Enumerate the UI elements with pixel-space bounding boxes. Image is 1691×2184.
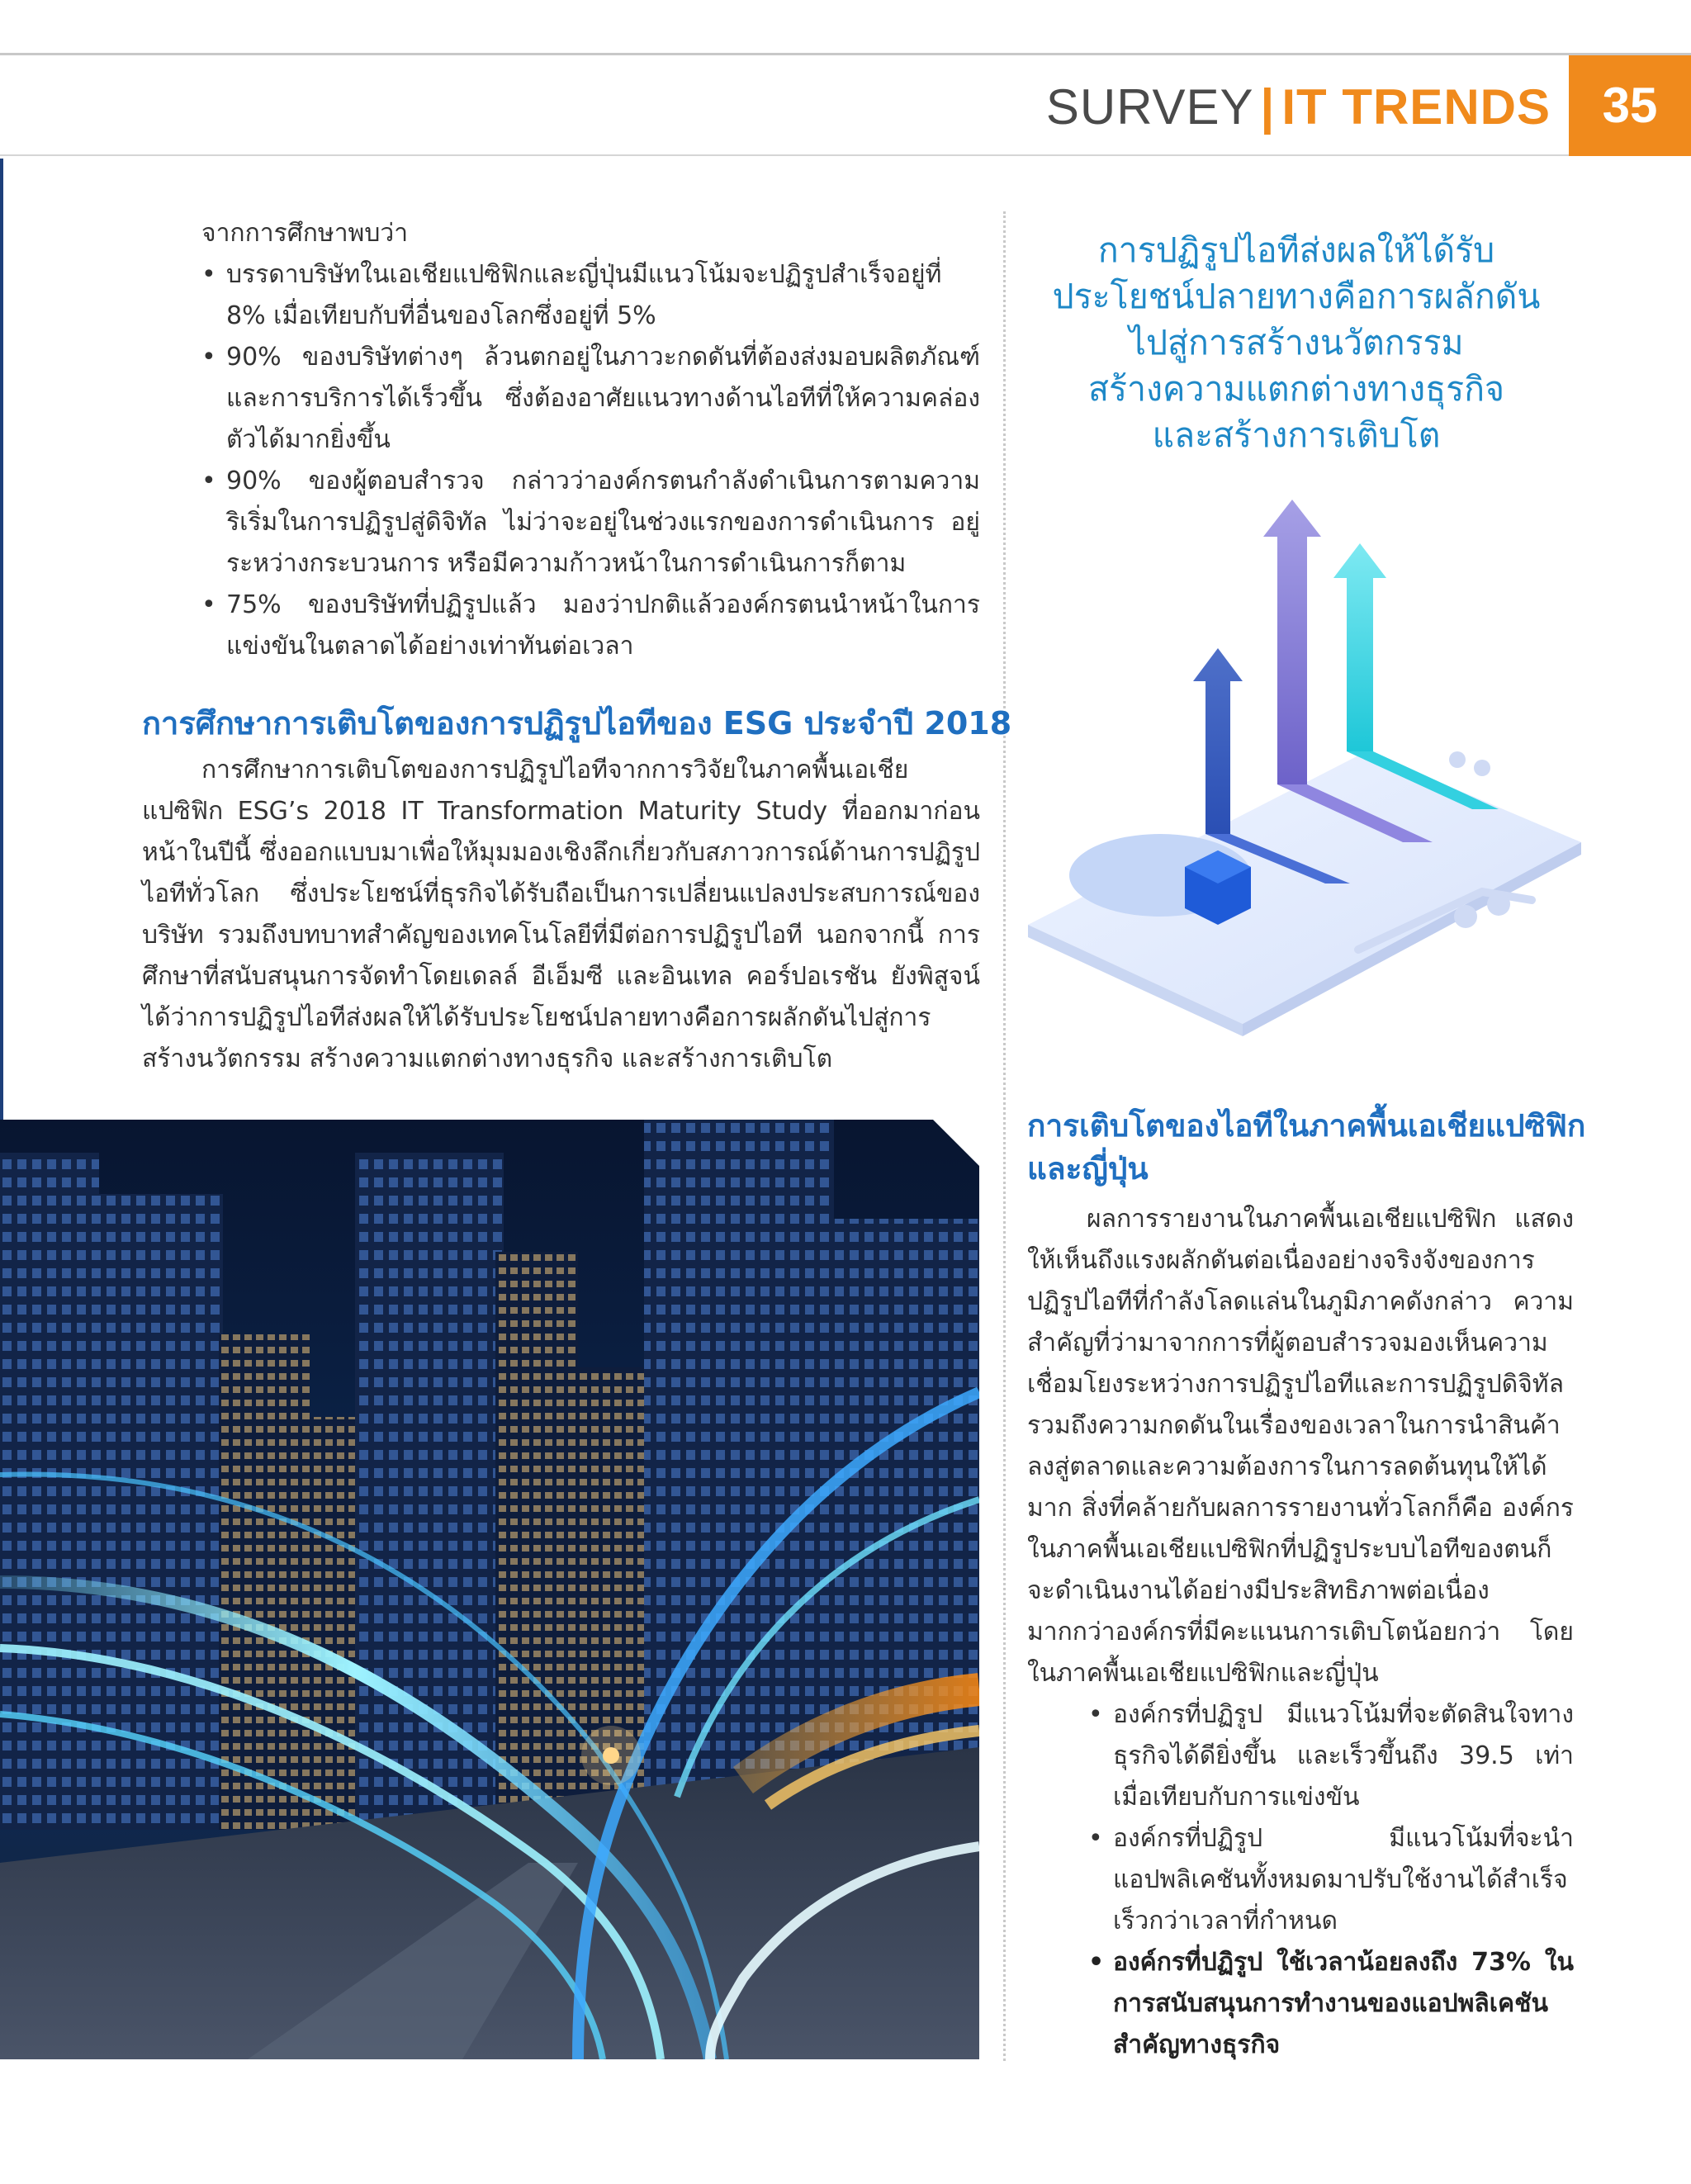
list-item [1088,1942,1574,2066]
list-item-text: 90% ของบริษัทต่างๆ ล้วนตกอยู่ในภาวะกดดันที่ต้องส่งมอบผลิตภัณฑ์และการบริการได้เร็วขึ้น ซึ่งต้องอาศัยแนวทางด้านไอทีที่ให้ความคล่องตัวได้มากยิ่งขึ้น [226,343,980,454]
right-heading [1027,1105,1586,1191]
column-divider [1003,211,1006,2061]
bullet-icon: • [201,343,216,372]
header-rule [0,154,1569,156]
edge-accent-bar [0,159,3,1120]
quote-line: ไปสู่การสร้างนวัตกรรม [1129,323,1464,362]
quote-line: การปฏิรูปไอทีส่งผลให้ได้รับ [1097,230,1495,270]
list-item-text: องค์กรที่ปฏิรูป มีแนวโน้มที่จะนำแอปพลิเคชันทั้งหมดมาปรับใช้งานได้สำเร็จเร็วกว่าเวลาที่กำหนด [1113,1824,1574,1935]
section-heading: การศึกษาการเติบโตของการปฏิรูปไอทีของ ESG ประจำปี 2018 [142,705,1012,741]
list-item [201,254,980,337]
header-section: IT TRENDS [1281,79,1551,135]
list-item [201,461,980,585]
quote-line: ประโยชน์ปลายทางคือการผลักดัน [1052,277,1541,316]
list-item [201,337,980,461]
list-item [1088,1818,1574,1942]
header-survey: SURVEY [1045,79,1254,135]
growth-arrows-illustration [1020,487,1589,1049]
list-item-text: องค์กรที่ปฏิรูป ใช้เวลาน้อยลงถึง 73% ในการสนับสนุนการทำงานของแอปพลิเคชันสำคัญทางธุรกิจ [1113,1948,1574,2059]
bullet-icon: • [1088,1824,1103,1853]
quote-line: สร้างความแตกต่างทางธุรกิจ [1087,369,1505,409]
page-header [0,55,1691,156]
pull-quote [1028,227,1565,458]
bullet-icon: • [201,260,216,289]
right-heading-line: การเติบโตของไอทีในภาคพื้นเอเชียแปซิฟิก [1027,1108,1586,1144]
right-findings-list [1088,1694,1574,2066]
quote-line: และสร้างการเติบโต [1152,415,1441,455]
list-item-text: องค์กรที่ปฏิรูป มีแนวโน้มที่จะตัดสินใจทางธุรกิจได้ดียิ่งขึ้น และเร็วขึ้นถึง 39.5 เท่าเมื่อเทียบกับการแข่งขัน [1113,1700,1574,1812]
page-number-box [1569,55,1691,156]
city-night-photo [0,1120,979,2059]
list-item [201,585,980,667]
list-item-text: 90% ของผู้ตอบสำรวจ กล่าวว่าองค์กรตนกำลังดำเนินการตามความริเริ่มในการปฏิรูปสู่ดิจิทัล ไม่ว่าจะอยู่ในช่วงแรกของการดำเนินการ อยู่ระหว่างกระบวนการ หรือมีความก้าวหน้าในการดำเนินการก็ตาม [226,467,980,578]
page-number: 35 [1602,78,1658,133]
left-column-text [142,213,980,667]
findings-list [201,254,980,667]
header-separator: | [1260,79,1276,135]
bullet-icon: • [201,467,216,495]
bullet-icon: • [201,590,216,619]
bullet-icon: • [1088,1948,1105,1977]
header-title [1046,78,1551,136]
list-item [1088,1694,1574,1818]
section-body: การศึกษาการเติบโตของการปฏิรูปไอทีจากการวิจัยในภาคพื้นเอเชียแปซิฟิก ESG’s 2018 IT Transformation Maturity Study ที่ออกมาก่อนหน้าในปีนี้ ซึ่งออกแบบมาเพื่อให้มุมมองเชิงลึกเกี่ยวกับสภาวการณ์ด้านการปฏิรูปไอทีทั่วโลก ซึ่งประโยชน์ที่ธุรกิจได้รับถือเป็นการเปลี่ยนแปลงประสบการณ์ของบริษัท รวมถึงบทบาทสำคัญของเทคโนโลยีที่มีต่อการปฏิรูปไอที นอกจากนี้ การศึกษาที่สนับสนุนการจัดทำโดยเดลล์ อีเอ็มซี และอินเทล คอร์ปอเรชัน ยังพิสูจน์ได้ว่าการปฏิรูปไอทีส่งผลให้ได้รับประโยชน์ปลายทางคือการผลักดันไปสู่การสร้างนวัตกรรม สร้างความแตกต่างทางธุรกิจ และสร้างการเติบโต [142,756,980,1073]
right-body: ผลการรายงานในภาคพื้นเอเชียแปซิฟิก แสดงให้เห็นถึงแรงผลักดันต่อเนื่องอย่างจริงจังของการปฏิรูปไอทีที่กำลังโลดแล่นในภูมิภาคดังกล่าว ความสำคัญที่ว่ามาจากการที่ผู้ตอบสำรวจมองเห็นความเชื่อมโยงระหว่างการปฏิรูปไอทีและการปฏิรูปดิจิทัล รวมถึงความกดดันในเรื่องของเวลาในการนำสินค้าลงสู่ตลาดและความต้องการในการลดต้นทุนให้ได้มาก สิ่งที่คล้ายกับผลการรายงานทั่วโลกก็คือ องค์กรในภาคพื้นเอเชียแปซิฟิกที่ปฏิรูประบบไอทีของตนก็จะดำเนินงานได้อย่างมีประสิทธิภาพต่อเนื่องมากกว่าองค์กรที่มีคะแนนการเติบโตน้อยกว่า โดยในภาคพื้นเอเชียแปซิฟิกและญี่ปุ่น [1027,1205,1574,1688]
right-heading-line: และญี่ปุ่น [1027,1151,1149,1187]
list-item-text: บรรดาบริษัทในเอเชียแปซิฟิกและญี่ปุ่นมีแนวโน้มจะปฏิรูปสำเร็จอยู่ที่ 8% เมื่อเทียบกับที่อื่นของโลกซึ่งอยู่ที่ 5% [226,260,942,330]
intro-text: จากการศึกษาพบว่า [201,219,409,248]
list-item-text: 75% ของบริษัทที่ปฏิรูปแล้ว มองว่าปกติแล้วองค์กรตนนำหน้าในการแข่งขันในตลาดได้อย่างเท่าทันต่อเวลา [226,590,980,661]
bullet-icon: • [1088,1700,1103,1729]
